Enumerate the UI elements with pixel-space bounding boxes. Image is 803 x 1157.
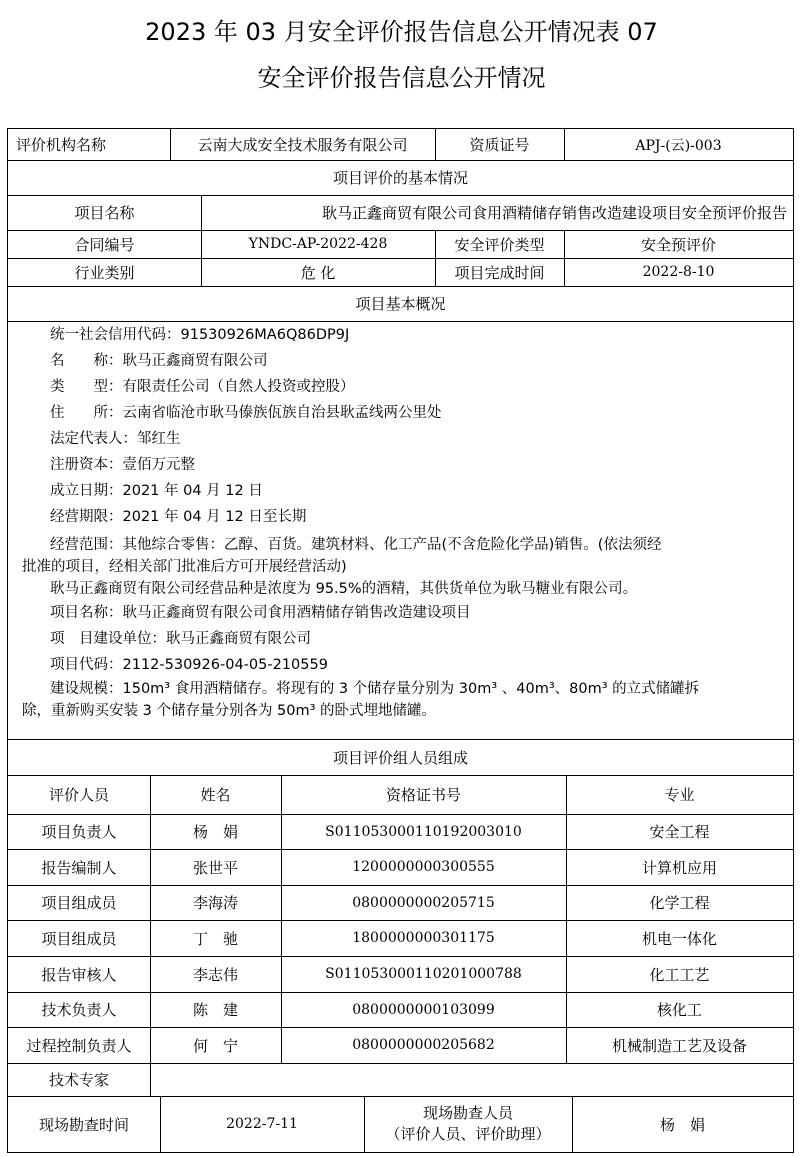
product-line: 耿马正鑫商贸有限公司经营品种是浓度为 95.5%的酒精，其供货单位为耿马糖业有限公司。 — [50, 581, 638, 597]
staff-major: 机械制造工艺及设备 — [611, 1036, 747, 1055]
page-subtitle: 安全评价报告信息公开情况 — [257, 64, 546, 92]
staff-cert: 0800000000205682 — [352, 1037, 495, 1053]
staff-role: 技术负责人 — [41, 1001, 117, 1019]
staff-major: 化工工艺 — [649, 965, 710, 984]
cert-number: APJ-(云)-003 — [635, 137, 722, 154]
header-name: 姓名 — [200, 786, 231, 804]
overview-line: 统一社会信用代码：91530926MA6Q86DP9J — [50, 327, 350, 343]
staff-cert: 1200000000300555 — [352, 859, 495, 875]
finish-date: 2022-8-10 — [642, 264, 715, 280]
staff-name: 陈 建 — [192, 1001, 238, 1019]
staff-name: 李海涛 — [192, 894, 238, 912]
overview-body — [22, 322, 792, 722]
staff-name: 李志伟 — [192, 965, 238, 984]
staff-role: 报告编制人 — [41, 858, 117, 877]
staff-cert: 1800000000301175 — [352, 930, 495, 946]
staff-major: 机电一体化 — [641, 929, 717, 948]
staff-major: 安全工程 — [649, 823, 710, 841]
project-code-line: 项目代码：2112-530926-04-05-210559 — [50, 657, 328, 673]
overview-line: 住 所：云南省临沧市耿马傣族佤族自治县耿孟线两公里处 — [50, 405, 442, 421]
contract-number: YNDC-AP-2022-428 — [248, 236, 388, 252]
scope-line-2: 批准的项目，经相关部门批准后方可开展经营活动) — [22, 559, 347, 575]
header-cert: 资格证书号 — [385, 786, 461, 804]
org-name: 云南大成安全技术服务有限公司 — [197, 136, 408, 154]
survey-people-label-note: （评价人员、评价助理） — [385, 1125, 551, 1143]
staff-name: 何 宁 — [192, 1036, 238, 1055]
survey-people: 杨 娟 — [659, 1115, 705, 1134]
staff-name: 丁 驰 — [192, 929, 238, 948]
staff-role: 项目组成员 — [41, 929, 117, 948]
staff-role: 项目组成员 — [41, 894, 117, 912]
eval-type-label: 安全评价类型 — [454, 235, 545, 254]
contract-label: 合同编号 — [74, 235, 135, 254]
staff-major: 计算机应用 — [641, 858, 717, 877]
staff-role: 过程控制负责人 — [26, 1036, 132, 1055]
item-name-line: 项目名称：耿马正鑫商贸有限公司食用酒精储存销售改造建设项目 — [50, 605, 471, 621]
staff-cert: 0800000000205715 — [352, 894, 495, 911]
cert-label: 资质证号 — [469, 136, 530, 154]
overview-line: 名 称：耿马正鑫商贸有限公司 — [50, 353, 268, 369]
staff-cert: S011053000110192003010 — [325, 823, 522, 840]
staff-name: 杨 娟 — [192, 823, 238, 841]
overview-line: 类 型：有限责任公司（自然人投资或控股） — [50, 379, 355, 395]
staff-cert: 0800000000103099 — [352, 1001, 495, 1018]
survey-people-label — [364, 1096, 572, 1152]
section-basic-info: 项目评价的基本情况 — [332, 169, 468, 187]
survey-time: 2022-7-11 — [226, 1116, 298, 1132]
header-role: 评价人员 — [48, 786, 109, 804]
staff-major: 核化工 — [656, 1001, 702, 1019]
builder-line: 项 目建设单位：耿马正鑫商贸有限公司 — [50, 631, 311, 647]
survey-time-label: 现场勘查时间 — [38, 1115, 129, 1134]
header-major: 专业 — [664, 786, 695, 804]
section-staff: 项目评价组人员组成 — [332, 748, 468, 767]
overview-line: 成立日期：2021 年 04 月 12 日 — [50, 483, 263, 499]
scale-line-1: 建设规模：150m³ 食用酒精储存。将现有的 3 个储存量分别为 30m³ 、40m³、80m³ 的立式储罐拆 — [50, 681, 700, 697]
project-name: 耿马正鑫商贸有限公司食用酒精储存销售改造建设项目安全预评价报告 — [321, 204, 787, 222]
staff-major: 化学工程 — [649, 894, 710, 912]
page-title: 2023 年 03 月安全评价报告信息公开情况表 07 — [145, 18, 658, 46]
overview-line: 法定代表人：邹红生 — [50, 431, 181, 447]
org-name-label: 评价机构名称 — [16, 136, 107, 154]
section-overview: 项目基本概况 — [355, 295, 446, 313]
scope-line-1: 经营范围：其他综合零售：乙醇、百货。建筑材料、化工产品(不含危险化学品)销售。(依法须经 — [50, 537, 662, 553]
info-table — [7, 128, 794, 1153]
tech-expert-label: 技术专家 — [48, 1071, 109, 1089]
overview-line: 注册资本：壹佰万元整 — [50, 457, 195, 473]
staff-cert: S011053000110201000788 — [325, 966, 522, 982]
eval-type: 安全预评价 — [640, 235, 716, 254]
staff-name: 张世平 — [192, 858, 238, 877]
industry: 危 化 — [300, 263, 336, 282]
overview-line: 经营期限：2021 年 04 月 12 日至长期 — [50, 509, 307, 525]
survey-people-label-main: 现场勘查人员 — [422, 1104, 513, 1122]
finish-date-label: 项目完成时间 — [454, 263, 545, 282]
staff-role: 报告审核人 — [41, 965, 117, 984]
scale-line-2: 除，重新购买安装 3 个储存量分别各为 50m³ 的卧式埋地储罐。 — [22, 703, 437, 719]
industry-label: 行业类别 — [74, 263, 135, 282]
project-name-label: 项目名称 — [74, 204, 135, 222]
staff-role: 项目负责人 — [41, 823, 117, 841]
